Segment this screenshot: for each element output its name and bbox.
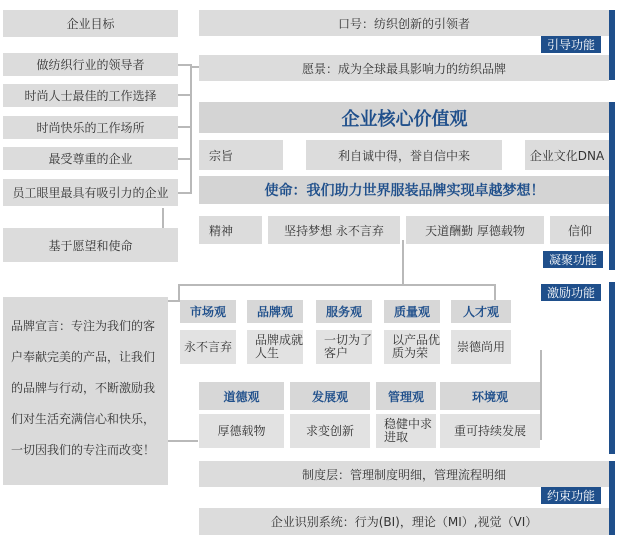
connector-line (168, 300, 180, 302)
view-title-talent: 人才观 (451, 300, 511, 323)
connector-line (540, 350, 542, 440)
goal-item: 员工眼里最具有吸引力的企业 (3, 179, 178, 206)
cohesion-bar (609, 102, 615, 270)
belief-box: 信仰 (550, 216, 610, 244)
view-title-morality: 道德观 (199, 382, 284, 410)
view-text-talent: 崇德尚用 (451, 330, 511, 364)
purpose-label: 宗旨 (199, 140, 283, 170)
core-values-title: 企业核心价值观 (199, 102, 610, 133)
connector-line (190, 64, 192, 194)
goal-item: 时尚人士最佳的工作选择 (3, 84, 178, 107)
constraint-bar (609, 461, 615, 535)
view-title-quality: 质量观 (384, 300, 440, 323)
connector-line (178, 126, 190, 128)
connector-line (178, 284, 180, 300)
vision-box: 愿景：成为全球最具影响力的纺织品牌 (199, 55, 609, 81)
connector-line (178, 284, 496, 286)
view-text-service: 一切为了客户 (316, 330, 372, 364)
goal-item: 做纺织行业的领导者 (3, 53, 178, 76)
connector-line (494, 284, 496, 300)
connector-line (402, 240, 404, 284)
spirit-value-1: 坚持梦想 永不言弃 (268, 216, 400, 244)
view-text-quality: 以产品优质为荣 (384, 330, 440, 364)
guide-bar (609, 10, 615, 80)
connector-line (168, 440, 198, 442)
system-layer-box: 制度层：管理制度明细，管理流程明细 (199, 461, 609, 487)
view-text-management: 稳健中求进取 (376, 414, 436, 448)
view-title-brand: 品牌观 (247, 300, 303, 323)
view-title-management: 管理观 (376, 382, 436, 410)
connector-line (190, 66, 199, 68)
basis-box: 基于愿望和使命 (3, 228, 178, 262)
spirit-label: 精神 (199, 216, 262, 244)
purpose-value: 利自诚中得，誉自信中来 (306, 140, 502, 170)
motivation-function-tag: 激励功能 (541, 284, 601, 301)
constraint-function-tag: 约束功能 (541, 487, 601, 504)
view-title-environment: 环境观 (440, 382, 540, 410)
spirit-value-2: 天道酬勤 厚德载物 (406, 216, 544, 244)
mission-box: 使命：我们助力世界服装品牌实现卓越梦想！ (199, 176, 610, 204)
view-text-market: 永不言弃 (180, 330, 236, 364)
view-title-market: 市场观 (180, 300, 236, 323)
connector-line (178, 158, 190, 160)
goal-item: 时尚快乐的工作场所 (3, 116, 178, 139)
guide-function-tag: 引导功能 (541, 36, 601, 53)
view-title-service: 服务观 (316, 300, 372, 323)
connector-line (178, 94, 190, 96)
goal-item: 最受尊重的企业 (3, 147, 178, 170)
motivation-bar (609, 282, 615, 454)
brand-declaration: 品牌宣言：专注为我们的客户奉献完美的产品，让我们的品牌与行动，不断激励我们对生活充满信心和快乐，一切因我们的专注而改变！ (3, 297, 168, 485)
view-text-morality: 厚德载物 (199, 414, 284, 448)
view-text-brand: 品牌成就人生 (247, 330, 303, 364)
culture-dna: 企业文化DNA (525, 140, 609, 170)
cohesion-function-tag: 凝聚功能 (543, 251, 603, 268)
connector-line (162, 208, 164, 228)
view-text-environment: 重可持续发展 (440, 414, 540, 448)
connector-line (178, 192, 190, 194)
slogan-box: 口号：纺织创新的引领者 (199, 10, 609, 36)
identity-system-box: 企业识别系统：行为(BI)，理论（MI）,视觉（VI） (199, 508, 609, 535)
view-title-development: 发展观 (290, 382, 370, 410)
view-text-development: 求变创新 (290, 414, 370, 448)
enterprise-goal-title: 企业目标 (3, 10, 178, 37)
